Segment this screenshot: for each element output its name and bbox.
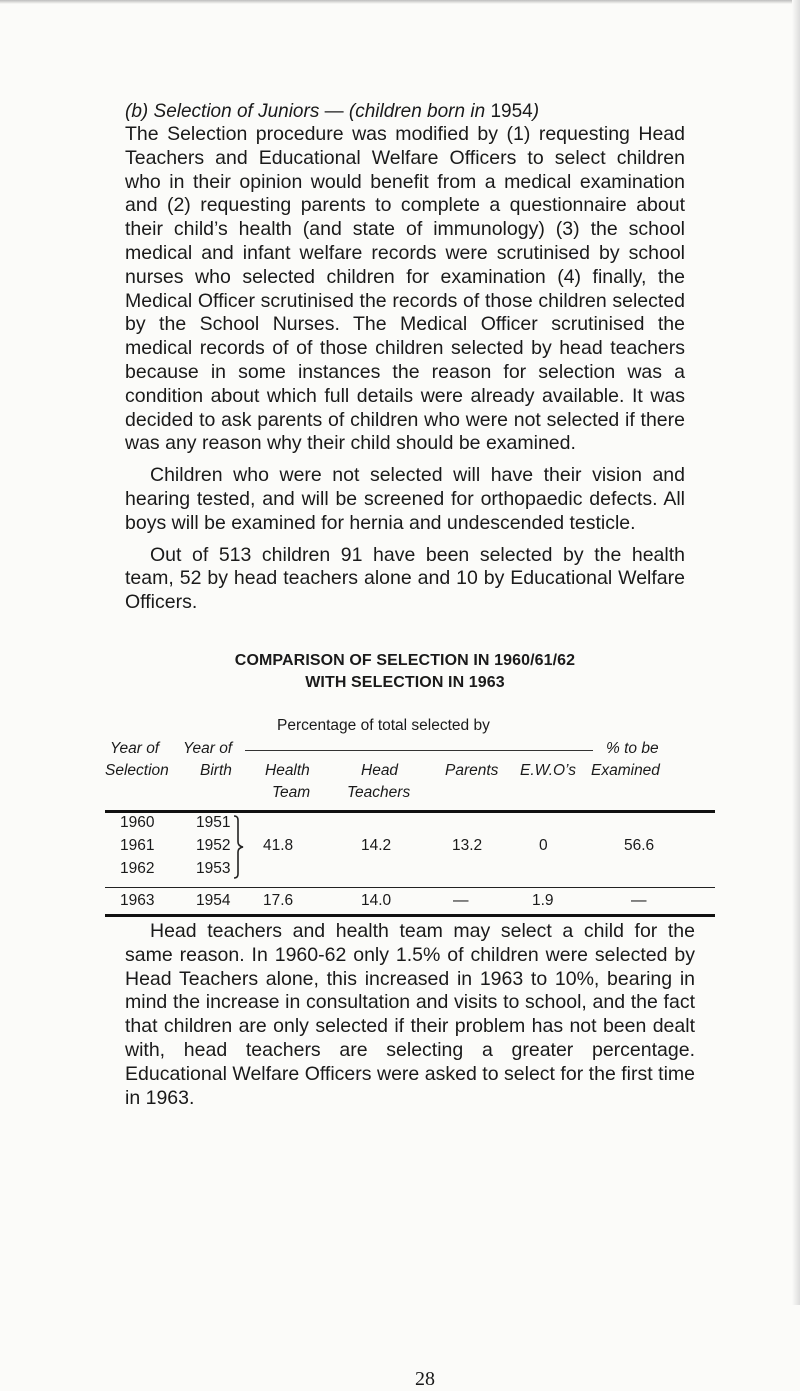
col-health-2: Team <box>272 784 311 801</box>
table-mid-rule <box>105 887 715 888</box>
ewos-1963: 1.9 <box>532 892 554 909</box>
page-number: 28 <box>415 1368 435 1390</box>
paragraph-procedure: The Selection procedure was modified by (1) requesting Head Teachers and Educational Welfare Officers to select children who in their opinion would benefit from a medical examination and (2) requesting parents to complete a questionnaire about their child’s health (and state of immunology) (3) the school medical and infant welfare records were scrutinised by school nurses who selected children for examination (4) finally, the Medical Officer scrutinised the records of those children selected by the School Nurses. The Medical Officer scrutinised the medical records of of those children selected by head teachers because in some instances the reason for selection was a condition about which full details were already available. It was decided to ask parents of children who were not selected if there was any reason why their child should be examined. <box>125 123 685 455</box>
table-title-line-2: WITH SELECTION IN 1963 <box>305 674 505 691</box>
col-health-1: Health <box>265 762 310 779</box>
span-rule-left <box>245 750 593 751</box>
head-teachers-1963: 14.0 <box>361 892 392 909</box>
section-dash: — <box>324 101 344 122</box>
col-year-birth-2: Birth <box>200 762 232 779</box>
sel-year-1963: 1963 <box>120 892 155 909</box>
col-head-2: Teachers <box>347 784 411 801</box>
sel-year-1960: 1960 <box>120 814 155 831</box>
section-year: 1954 <box>490 101 533 122</box>
col-year-selection-2: Selection <box>105 762 169 779</box>
section-subtitle: (children born in <box>348 101 486 122</box>
section-close: ) <box>532 101 540 122</box>
col-head-1: Head <box>361 762 399 779</box>
parents-1963: — <box>453 892 469 909</box>
table-title <box>125 650 685 694</box>
paragraph-testing: Children who were not selected will have their vision and hearing tested, and will be screened for orthopaedic defects. All boys will be examined for hernia and undescended testicle. <box>125 464 685 534</box>
pct-examined-1960: 56.6 <box>624 837 655 854</box>
span-header: Percentage of total selected by <box>277 717 490 734</box>
health-team-1960: 41.8 <box>263 837 294 854</box>
head-teachers-1960: 14.2 <box>361 837 392 854</box>
parents-1960: 13.2 <box>452 837 483 854</box>
section-label: (b) <box>125 101 149 122</box>
birth-year-1952: 1952 <box>196 837 231 854</box>
sel-year-1961: 1961 <box>120 837 155 854</box>
col-pct-1: % to be <box>606 740 659 757</box>
section-heading <box>125 100 685 123</box>
sel-year-1962: 1962 <box>120 860 155 877</box>
page-top-edge <box>0 0 800 4</box>
table-bottom-rule <box>105 914 715 917</box>
document-page <box>105 100 695 1390</box>
section-title: Selection of Juniors <box>153 101 320 122</box>
col-year-selection-1: Year of <box>110 740 160 757</box>
paragraph-comparison: Head teachers and health team may select a child for the same reason. In 1960-62 only 1.5% of children were selected by Head Teachers alone, this increased in 1963 to 10%, bearing in mind the increase in consultation and visits to school, and the fact that children are only selected if their problem has not been dealt with, head teachers are selecting a greater percentage. Educational Welfare Officers were asked to select for the first time in 1963. <box>125 920 695 1109</box>
pct-examined-1963: — <box>631 892 647 909</box>
comparison-table <box>105 716 725 916</box>
paragraph-counts: Out of 513 children 91 have been selected by the health team, 52 by head teachers alone and 10 by Educational Welfare Officers. <box>125 543 685 614</box>
ewos-1960: 0 <box>539 837 548 854</box>
birth-year-1951: 1951 <box>196 814 231 831</box>
col-year-birth-1: Year of <box>183 740 233 757</box>
col-pct-2: Examined <box>591 762 660 779</box>
birth-year-1954: 1954 <box>196 892 231 909</box>
page-right-edge <box>792 0 800 1305</box>
table-title-line-1: COMPARISON OF SELECTION IN 1960/61/62 <box>234 652 576 669</box>
col-ewo: E.W.O’s <box>520 762 576 779</box>
col-parents: Parents <box>445 762 499 779</box>
bracket-brace-icon <box>232 814 248 880</box>
birth-year-1953: 1953 <box>196 860 231 877</box>
closing-section <box>125 920 695 1110</box>
health-team-1963: 17.6 <box>263 892 294 909</box>
